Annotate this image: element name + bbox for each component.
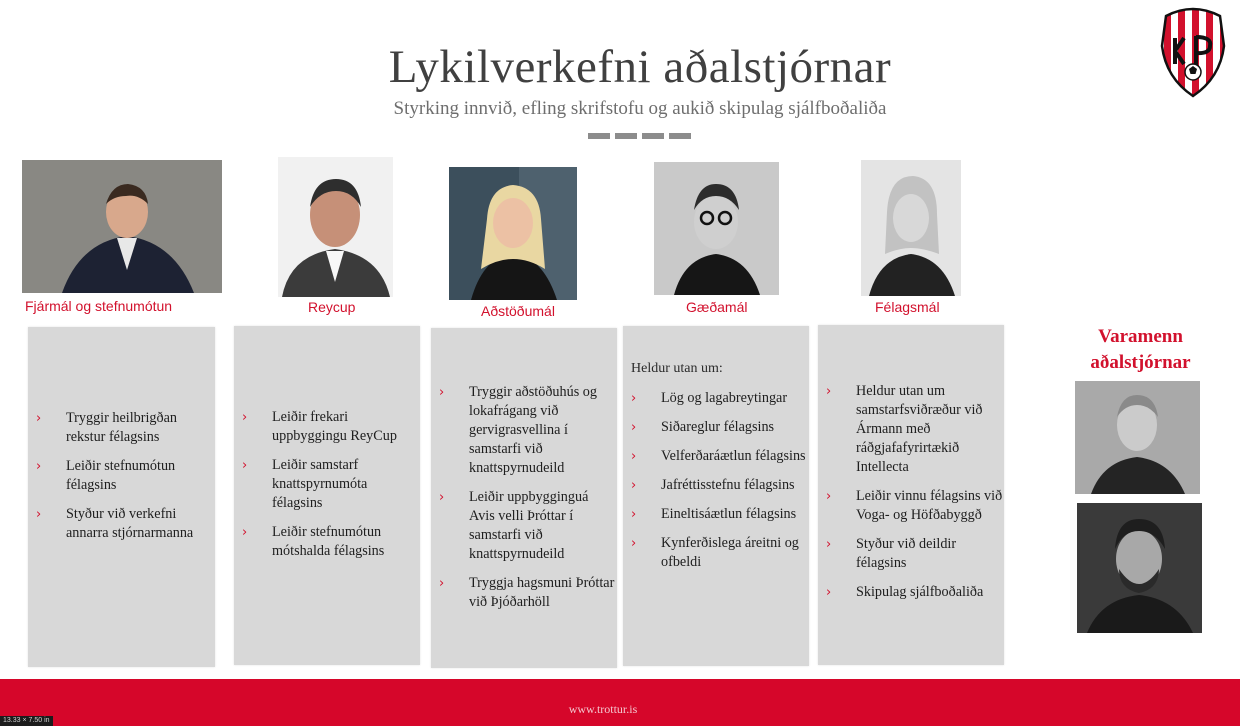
chevron-bullet-icon: › bbox=[242, 525, 248, 540]
footer-bar bbox=[0, 679, 1240, 726]
list-item: › Tryggja hagsmuni Þróttar við Þjóðarhöll bbox=[439, 575, 615, 610]
photo-gaedamal bbox=[654, 162, 779, 295]
list-item: › Eineltisáætlun félagsins bbox=[631, 506, 797, 522]
chevron-bullet-icon: › bbox=[631, 420, 637, 435]
page-title: Lykilverkefni aðalstjórnar bbox=[388, 41, 892, 93]
box-intro: Heldur utan um: bbox=[631, 361, 723, 376]
chevron-bullet-icon: › bbox=[826, 585, 832, 600]
alternates-heading: Varamenn aðalstjórnar bbox=[1090, 326, 1191, 373]
list-item: › Siðareglur félagsins bbox=[631, 419, 775, 435]
list-item: › Skipulag sjálfboðaliða bbox=[826, 584, 984, 600]
task-list bbox=[36, 409, 212, 553]
photo-felagsmal bbox=[861, 160, 961, 296]
chevron-bullet-icon: › bbox=[36, 507, 42, 522]
list-item: › Leiðir stefnumótun mótshalda félagsins bbox=[242, 524, 385, 559]
task-box-adstodumal bbox=[431, 328, 617, 668]
list-item: › Tryggir aðstöðuhús og lokafrágang við gervigrasvellina í samstarfi við knattspyrnudeild bbox=[439, 384, 597, 476]
chevron-bullet-icon: › bbox=[826, 384, 832, 399]
photo-fjarmal bbox=[22, 160, 222, 293]
list-item: › Tryggir heilbrigðan rekstur félagsins bbox=[36, 410, 177, 445]
role-label-fjarmal: Fjármál og stefnumótun bbox=[25, 298, 173, 314]
task-list bbox=[631, 389, 809, 582]
task-box-fjarmal bbox=[28, 327, 215, 667]
slide-size-tag: 13.33 × 7.50 in bbox=[0, 716, 53, 726]
task-list bbox=[826, 382, 1004, 612]
role-label-adstodumal: Aðstöðumál bbox=[481, 303, 555, 319]
club-crest-logo bbox=[1160, 6, 1226, 98]
list-item: › Leiðir uppbygginguá Avis velli Þróttar í samstarfi við knattspyrnudeild bbox=[439, 489, 589, 562]
list-item: › Leiðir frekari uppbyggingu ReyCup bbox=[242, 409, 397, 444]
list-item: › Styður við verkefni annarra stjórnarmanna bbox=[36, 506, 194, 541]
chevron-bullet-icon: › bbox=[631, 536, 637, 551]
list-item: › Leiðir vinnu félagsins við Voga- og Höfðabyggð bbox=[826, 488, 1003, 523]
chevron-bullet-icon: › bbox=[826, 489, 832, 504]
chevron-bullet-icon: › bbox=[439, 490, 445, 505]
task-box-felagsmal bbox=[818, 325, 1004, 665]
title-divider bbox=[588, 133, 691, 139]
chevron-bullet-icon: › bbox=[242, 458, 248, 473]
task-box-gaedamal bbox=[623, 326, 809, 666]
photo-reycup bbox=[278, 157, 393, 297]
chevron-bullet-icon: › bbox=[826, 537, 832, 552]
list-item: › Leiðir stefnumótun félagsins bbox=[36, 458, 176, 493]
chevron-bullet-icon: › bbox=[631, 391, 637, 406]
chevron-bullet-icon: › bbox=[242, 410, 248, 425]
role-label-reycup: Reycup bbox=[308, 299, 356, 315]
page-subtitle: Styrking innvið, efling skrifstofu og aukið skipulag sjálfboðaliða bbox=[393, 98, 887, 119]
chevron-bullet-icon: › bbox=[36, 459, 42, 474]
task-list bbox=[439, 383, 615, 622]
chevron-bullet-icon: › bbox=[631, 449, 637, 464]
list-item: › Jafréttisstefnu félagsins bbox=[631, 477, 795, 493]
chevron-bullet-icon: › bbox=[439, 576, 445, 591]
list-item: › Kynferðislega áreitni og ofbeldi bbox=[631, 535, 799, 570]
photo-alternate-1 bbox=[1075, 381, 1200, 494]
role-label-gaedamal: Gæðamál bbox=[686, 299, 748, 315]
chevron-bullet-icon: › bbox=[631, 478, 637, 493]
list-item: › Velferðaráætlun félagsins bbox=[631, 448, 806, 464]
footer-url-link[interactable]: www.trottur.is bbox=[568, 702, 638, 716]
photo-adstodumal bbox=[449, 167, 577, 300]
photo-alternate-2 bbox=[1077, 503, 1202, 633]
task-list bbox=[242, 408, 418, 571]
chevron-bullet-icon: › bbox=[36, 411, 42, 426]
chevron-bullet-icon: › bbox=[631, 507, 637, 522]
list-item: › Lög og lagabreytingar bbox=[631, 390, 788, 406]
task-box-reycup bbox=[234, 326, 420, 665]
role-label-felagsmal: Félagsmál bbox=[875, 299, 940, 315]
list-item: › Styður við deildir félagsins bbox=[826, 536, 957, 571]
chevron-bullet-icon: › bbox=[439, 385, 445, 400]
list-item: › Leiðir samstarf knattspyrnumóta félagsins bbox=[242, 457, 368, 511]
list-item: › Heldur utan um samstarfsviðræður við Ármann með ráðgjafafyrirtækið Intellecta bbox=[826, 383, 983, 475]
